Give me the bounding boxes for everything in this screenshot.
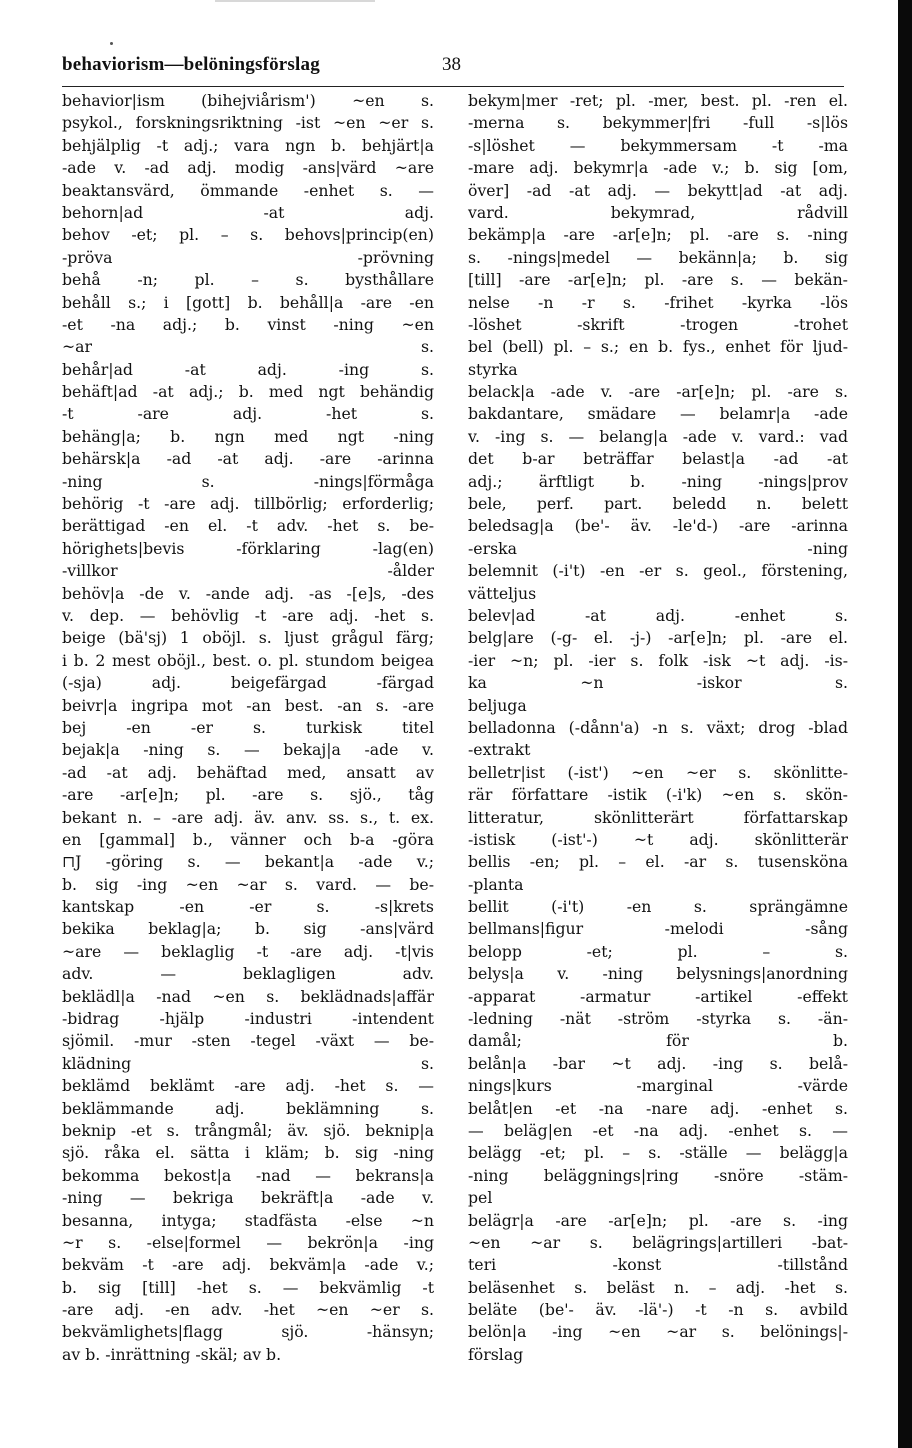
dictionary-line: styrka [468, 359, 518, 379]
dictionary-line: klädning s. [62, 1053, 434, 1073]
dictionary-line: ⊓J -göring s. — bekant|a -ade v.; [62, 852, 434, 872]
dictionary-line: -merna s. bekymmer|fri -full -s|lös [468, 113, 848, 133]
dictionary-line: vätteljus [468, 583, 537, 603]
dictionary-line: -villkor -ålder [62, 561, 434, 581]
dictionary-line: bekväm -t -are adj. bekväm|a -ade v.; [62, 1255, 434, 1275]
dictionary-line: -bidrag -hjälp -industri -intendent [62, 1009, 434, 1029]
dictionary-line: en [gammal] b., vänner och b-a -göra [62, 829, 434, 849]
dictionary-line: -ier ~n; pl. -ier s. folk -isk ~t adj. -is- [468, 650, 848, 670]
dictionary-line: bekämp|a -are -ar[e]n; pl. -are s. -ning [468, 225, 848, 245]
dictionary-line: behärsk|a -ad -at adj. -are -arinna [62, 449, 434, 469]
dictionary-line: beklädl|a -nad ~en s. beklädnads|affär [62, 986, 434, 1006]
dictionary-line: beläte (be'- äv. -lä'-) -t -n s. avbild [468, 1300, 848, 1320]
dictionary-line: v. -ing s. — belang|a -ade v. vard.: vad [468, 426, 848, 446]
dictionary-line: behörig -t -are adj. tillbörlig; erforderlig; [62, 494, 434, 514]
dictionary-line: bellis -en; pl. – el. -ar s. tusensköna [468, 852, 848, 872]
dictionary-line: ~ar s. [62, 337, 434, 357]
dictionary-line: [till] -are -ar[e]n; pl. -are s. — bekän- [468, 270, 848, 290]
scan-speck [110, 42, 113, 45]
dictionary-line: belys|a v. -ning belysnings|anordning [468, 964, 848, 984]
dictionary-line: bejak|a -ning s. — bekaj|a -ade v. [62, 740, 434, 760]
dictionary-line: -are -ar[e]n; pl. -are s. sjö., tåg [62, 785, 434, 805]
dictionary-line: psykol., forskningsriktning -ist ~en ~er s. [62, 113, 434, 133]
dictionary-line: ~r s. -else|formel — bekrön|a -ing [62, 1232, 434, 1252]
dictionary-line: hörighets|bevis -förklaring -lag(en) [62, 538, 434, 558]
dictionary-line: ~are — beklaglig -t -are adj. -t|vis [62, 941, 434, 961]
dictionary-line: kantskap -en -er s. -s|krets [62, 897, 434, 917]
dictionary-line: b. sig [till] -het s. — bekvämlig -t [62, 1277, 434, 1297]
dictionary-line: beklämmande adj. beklämning s. [62, 1098, 434, 1118]
dictionary-line: -pröva -prövning [62, 247, 434, 267]
dictionary-line: damål; för b. [468, 1031, 848, 1051]
scan-page-edge [898, 0, 912, 1448]
dictionary-line: beknip -et s. trångmål; äv. sjö. beknip|a [62, 1120, 434, 1140]
dictionary-line: nelse -n -r s. -frihet -kyrka -lös [468, 292, 848, 312]
dictionary-line: sjömil. -mur -sten -tegel -växt — be- [62, 1031, 434, 1051]
dictionary-line: — beläg|en -et -na adj. -enhet s. — [468, 1120, 848, 1140]
dictionary-line: belack|a -ade v. -are -ar[e]n; pl. -are s. [468, 382, 848, 402]
dictionary-line: behå -n; pl. – s. bysthållare [62, 270, 434, 290]
dictionary-line: bele, perf. part. beledd n. belett [468, 494, 848, 514]
dictionary-line: adv. — beklagligen adv. [62, 964, 434, 984]
dictionary-line: -ning s. -nings|förmåga [62, 471, 434, 491]
dictionary-line: bekvämlighets|flagg sjö. -hänsyn; [62, 1322, 434, 1342]
dictionary-line: beaktansvärd, ömmande -enhet s. — [62, 180, 434, 200]
dictionary-line: behäft|ad -at adj.; b. med ngt behändig [62, 382, 434, 402]
dictionary-line: teri -konst -tillstånd [468, 1255, 848, 1275]
dictionary-line: -ad -at adj. behäftad med, ansatt av [62, 762, 434, 782]
dictionary-line: belägg -et; pl. – s. -ställe — belägg|a [468, 1143, 848, 1163]
dictionary-line: bekomma bekost|a -nad — bekrans|a [62, 1165, 434, 1185]
dictionary-line: bakdantare, smädare — belamr|a -ade [468, 404, 848, 424]
dictionary-line: belladonna (-dånn'a) -n s. växt; drog -blad [468, 717, 848, 737]
dictionary-line: -are adj. -en adv. -het ~en ~er s. [62, 1300, 434, 1320]
dictionary-line: -et -na adj.; b. vinst -ning ~en [62, 314, 434, 334]
dictionary-line: bellmans|figur -melodi -sång [468, 919, 848, 939]
dictionary-line: förslag [468, 1344, 524, 1364]
dictionary-line: -löshet -skrift -trogen -trohet [468, 314, 848, 334]
dictionary-line: -t -are adj. -het s. [62, 404, 434, 424]
dictionary-line: det b-ar beträffar belast|a -ad -at [468, 449, 848, 469]
dictionary-line: rär författare -istik (-i'k) ~en s. skön- [468, 785, 848, 805]
dictionary-line: belev|ad -at adj. -enhet s. [468, 605, 848, 625]
dictionary-line: behäng|a; b. ngn med ngt -ning [62, 426, 434, 446]
page-number: 38 [442, 54, 461, 75]
dictionary-line: beige (bä'sj) 1 oböjl. s. ljust grågul färg; [62, 628, 434, 648]
dictionary-line: -ning — bekriga bekräft|a -ade v. [62, 1188, 434, 1208]
dictionary-line: behjälplig -t adj.; vara ngn b. behjärt|a [62, 135, 434, 155]
dictionary-line: belletr|ist (-ist') ~en ~er s. skönlitte- [468, 762, 848, 782]
dictionary-line: beivr|a ingripa mot -an best. -an s. -are [62, 695, 434, 715]
dictionary-line: över] -ad -at adj. — bekytt|ad -at adj. [468, 180, 848, 200]
dictionary-line: -extrakt [468, 740, 531, 760]
dictionary-line: bej -en -er s. turkisk titel [62, 717, 434, 737]
dictionary-line: -erska -ning [468, 538, 848, 558]
dictionary-line: behöv|a -de v. -ande adj. -as -[e]s, -des [62, 583, 434, 603]
dictionary-line: sjö. råka el. sätta i kläm; b. sig -ning [62, 1143, 434, 1163]
dictionary-line: belägr|a -are -ar[e]n; pl. -are s. -ing [468, 1210, 848, 1230]
dictionary-line: litteratur, skönlitterärt författarskap [468, 807, 848, 827]
dictionary-line: -mare adj. bekymr|a -ade v.; b. sig [om, [468, 158, 848, 178]
dictionary-line: vard. bekymrad, rådvill [468, 202, 848, 222]
dictionary-line: -istisk (-ist'-) ~t adj. skönlitterär [468, 829, 848, 849]
dictionary-line: -s|löshet — bekymmersam -t -ma [468, 135, 848, 155]
dictionary-line: beledsag|a (be'- äv. -le'd-) -are -arinna [468, 516, 848, 536]
dictionary-line: adj.; ärftligt b. -ning -nings|prov [468, 471, 848, 491]
dictionary-line: behåll s.; i [gott] b. behåll|a -are -en [62, 292, 434, 312]
dictionary-line: bekym|mer -ret; pl. -mer, best. pl. -ren el. [468, 91, 848, 110]
left-column [62, 90, 434, 1366]
dictionary-line: besanna, intyga; stadfästa -else ~n [62, 1210, 434, 1230]
dictionary-line: i b. 2 mest oböjl., best. o. pl. stundom beigea [62, 650, 434, 670]
dictionary-line: behorn|ad -at adj. [62, 202, 434, 222]
dictionary-line: pel [468, 1188, 493, 1208]
scan-top-mark [215, 0, 375, 2]
dictionary-line: -planta [468, 874, 524, 894]
right-column [468, 90, 848, 1366]
dictionary-line: belån|a -bar ~t adj. -ing s. belå- [468, 1053, 848, 1073]
dictionary-line: belemnit (-i't) -en -er s. geol., förstening, [468, 561, 848, 581]
dictionary-line: bekika beklag|a; b. sig -ans|värd [62, 919, 434, 939]
running-headwords: behaviorism—belöningsförslag [62, 54, 320, 75]
dictionary-line: s. -nings|medel — bekänn|a; b. sig [468, 247, 848, 267]
dictionary-line: belåt|en -et -na -nare adj. -enhet s. [468, 1098, 848, 1118]
dictionary-line: av b. -inrättning -skäl; av b. [62, 1344, 282, 1364]
dictionary-line: behår|ad -at adj. -ing s. [62, 359, 434, 379]
dictionary-line: -apparat -armatur -artikel -effekt [468, 986, 848, 1006]
dictionary-line: belön|a -ing ~en ~ar s. belönings|- [468, 1322, 848, 1342]
dictionary-line: bel (bell) pl. – s.; en b. fys., enhet för ljud- [468, 337, 848, 357]
dictionary-line: b. sig -ing ~en ~ar s. vard. — be- [62, 874, 434, 894]
dictionary-line: berättigad -en el. -t adv. -het s. be- [62, 516, 434, 536]
dictionary-line: beljuga [468, 695, 527, 715]
dictionary-line: ~en ~ar s. belägrings|artilleri -bat- [468, 1232, 848, 1252]
dictionary-line: beklämd beklämt -are adj. -het s. — [62, 1076, 434, 1096]
dictionary-line: -ledning -nät -ström -styrka s. -än- [468, 1009, 848, 1029]
header-rule [62, 86, 844, 87]
dictionary-line: nings|kurs -marginal -värde [468, 1076, 848, 1096]
dictionary-line: -ning beläggnings|ring -snöre -stäm- [468, 1165, 848, 1185]
running-header [62, 52, 842, 82]
dictionary-line: beläsenhet s. beläst n. – adj. -het s. [468, 1277, 848, 1297]
dictionary-line: bellit (-i't) -en s. sprängämne [468, 897, 848, 917]
dictionary-line: behov -et; pl. – s. behovs|princip(en) [62, 225, 434, 245]
dictionary-line: v. dep. — behövlig -t -are adj. -het s. [62, 605, 434, 625]
dictionary-line: (-sja) adj. beigefärgad -färgad [62, 673, 434, 693]
dictionary-line: behavior|ism (bihejviårism') ~en s. [62, 91, 434, 110]
dictionary-line: belg|are (-g- el. -j-) -ar[e]n; pl. -are el. [468, 628, 848, 648]
dictionary-line: belopp -et; pl. – s. [468, 941, 848, 961]
dictionary-line: ka ~n -iskor s. [468, 673, 848, 693]
dictionary-line: bekant n. – -are adj. äv. anv. ss. s., t. ex. [62, 807, 434, 827]
dictionary-line: -ade v. -ad adj. modig -ans|värd ~are [62, 158, 434, 178]
